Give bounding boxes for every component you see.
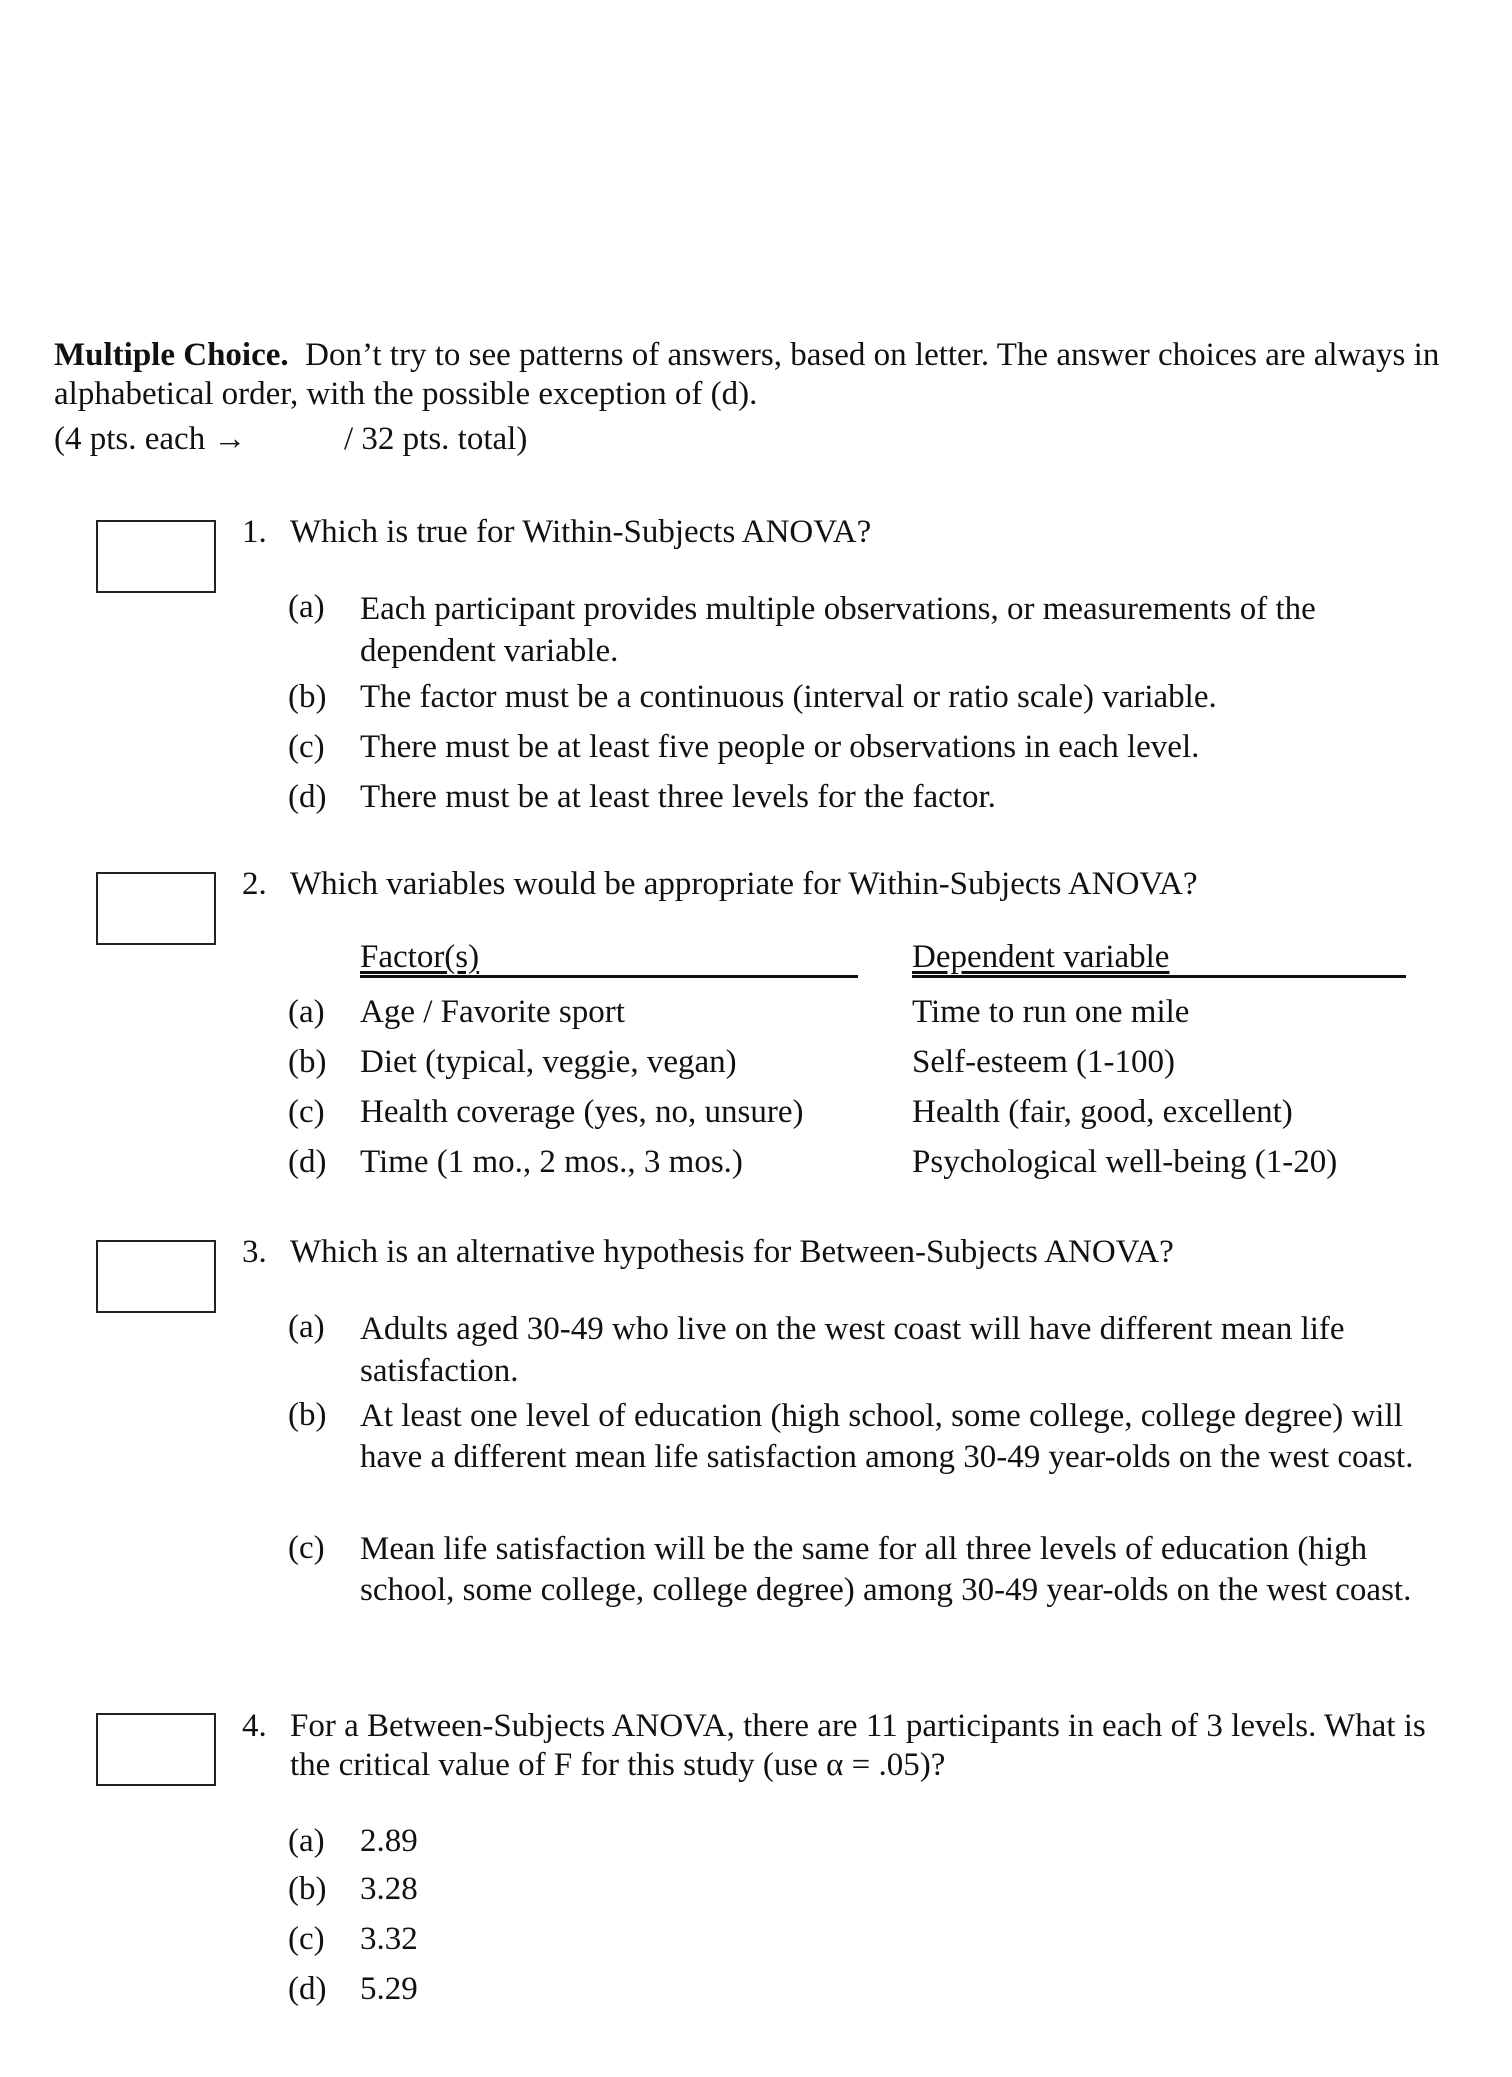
option-4d — [288, 1970, 1468, 2009]
factor-cell-2d: Time (1 mo., 2 mos., 3 mos.) — [360, 1144, 743, 1180]
factor-header-label: Factor(s) — [360, 939, 480, 975]
option-text: There must be at least five people or observations in each level. — [360, 729, 1200, 765]
option-letter: (d) — [288, 1971, 327, 2007]
option-letter: (b) — [288, 1397, 327, 1433]
option-text: 5.29 — [360, 1971, 418, 2007]
answer-box-q1[interactable] — [96, 520, 216, 593]
option-1c — [288, 728, 1468, 767]
question-2-stem — [242, 865, 1472, 904]
question-text: Which is an alternative hypothesis for Between-Subjects ANOVA? — [290, 1234, 1174, 1270]
question-4-stem — [242, 1707, 1472, 1785]
option-letter: (a) — [288, 1823, 325, 1859]
row-letter-2c: (c) — [288, 1094, 325, 1130]
instructions-text: Don’t try to see patterns of answers, based on letter. The answer choices are always in alphabetical order, with the possible exception of (d). — [54, 337, 1440, 412]
option-text: 3.32 — [360, 1921, 418, 1957]
option-letter: (c) — [288, 1921, 325, 1957]
row-letter-2b: (b) — [288, 1044, 327, 1080]
question-text: Which variables would be appropriate for Within-Subjects ANOVA? — [290, 866, 1198, 902]
option-letter: (b) — [288, 679, 327, 715]
option-letter: (c) — [288, 1530, 325, 1566]
points-each: (4 pts. each → — [54, 421, 247, 457]
question-text: For a Between-Subjects ANOVA, there are 11 participants in each of 3 levels. What is the critical value of F for this study (use α = .05)? — [290, 1708, 1426, 1783]
row-letter-2a: (a) — [288, 994, 325, 1030]
question-number: 2. — [242, 866, 267, 902]
points-line — [54, 420, 528, 459]
option-1d — [288, 778, 1468, 817]
question-1-stem — [242, 513, 1472, 552]
instructions-paragraph — [54, 336, 1464, 414]
dv-cell-2d: Psychological well-being (1-20) — [912, 1144, 1338, 1180]
option-4c — [288, 1920, 1468, 1959]
factor-cell-2a: Age / Favorite sport — [360, 994, 625, 1030]
dv-column-header — [912, 938, 1406, 978]
option-4a — [288, 1822, 1468, 1861]
option-letter: (a) — [288, 589, 325, 625]
row-letter-2d: (d) — [288, 1144, 327, 1180]
question-number: 1. — [242, 514, 267, 550]
dv-cell-2c: Health (fair, good, excellent) — [912, 1094, 1293, 1130]
option-letter: (a) — [288, 1309, 325, 1345]
answer-box-q4[interactable] — [96, 1713, 216, 1786]
option-letter: (b) — [288, 1871, 327, 1907]
question-text: Which is true for Within-Subjects ANOVA? — [290, 514, 872, 550]
factor-cell-2b: Diet (typical, veggie, vegan) — [360, 1044, 737, 1080]
factor-column-header — [360, 938, 858, 978]
option-3c — [288, 1529, 1468, 1611]
question-number: 3. — [242, 1234, 267, 1270]
option-text: The factor must be a continuous (interval or ratio scale) variable. — [360, 679, 1217, 715]
option-letter: (d) — [288, 779, 327, 815]
question-number: 4. — [242, 1708, 267, 1744]
option-1a — [288, 588, 1438, 672]
option-text: Adults aged 30-49 who live on the west coast will have different mean life satisfaction. — [360, 1311, 1345, 1389]
dv-cell-2a: Time to run one mile — [912, 994, 1190, 1030]
factor-cell-2c: Health coverage (yes, no, unsure) — [360, 1094, 804, 1130]
points-total: / 32 pts. total) — [344, 421, 528, 457]
answer-box-q3[interactable] — [96, 1240, 216, 1313]
option-text: 3.28 — [360, 1871, 418, 1907]
option-text: There must be at least three levels for the factor. — [360, 779, 996, 815]
question-3-stem — [242, 1233, 1472, 1272]
option-text: 2.89 — [360, 1823, 418, 1859]
option-3b — [288, 1396, 1468, 1478]
option-letter: (c) — [288, 729, 325, 765]
section-title: Multiple Choice. — [54, 337, 289, 373]
dv-cell-2b: Self-esteem (1-100) — [912, 1044, 1175, 1080]
option-1b — [288, 678, 1468, 717]
option-3a — [288, 1308, 1468, 1392]
option-text: Each participant provides multiple observations, or measurements of the dependent variable. — [360, 591, 1316, 669]
option-text: Mean life satisfaction will be the same for all three levels of education (high school, some college, college degree) among 30-49 year-olds on the west coast. — [360, 1531, 1412, 1608]
dv-header-label: Dependent variable — [912, 939, 1170, 975]
option-text: At least one level of education (high school, some college, college degree) will have a different mean life satisfaction among 30-49 year-olds on the west coast. — [360, 1398, 1414, 1475]
answer-box-q2[interactable] — [96, 872, 216, 945]
option-4b — [288, 1870, 1468, 1909]
